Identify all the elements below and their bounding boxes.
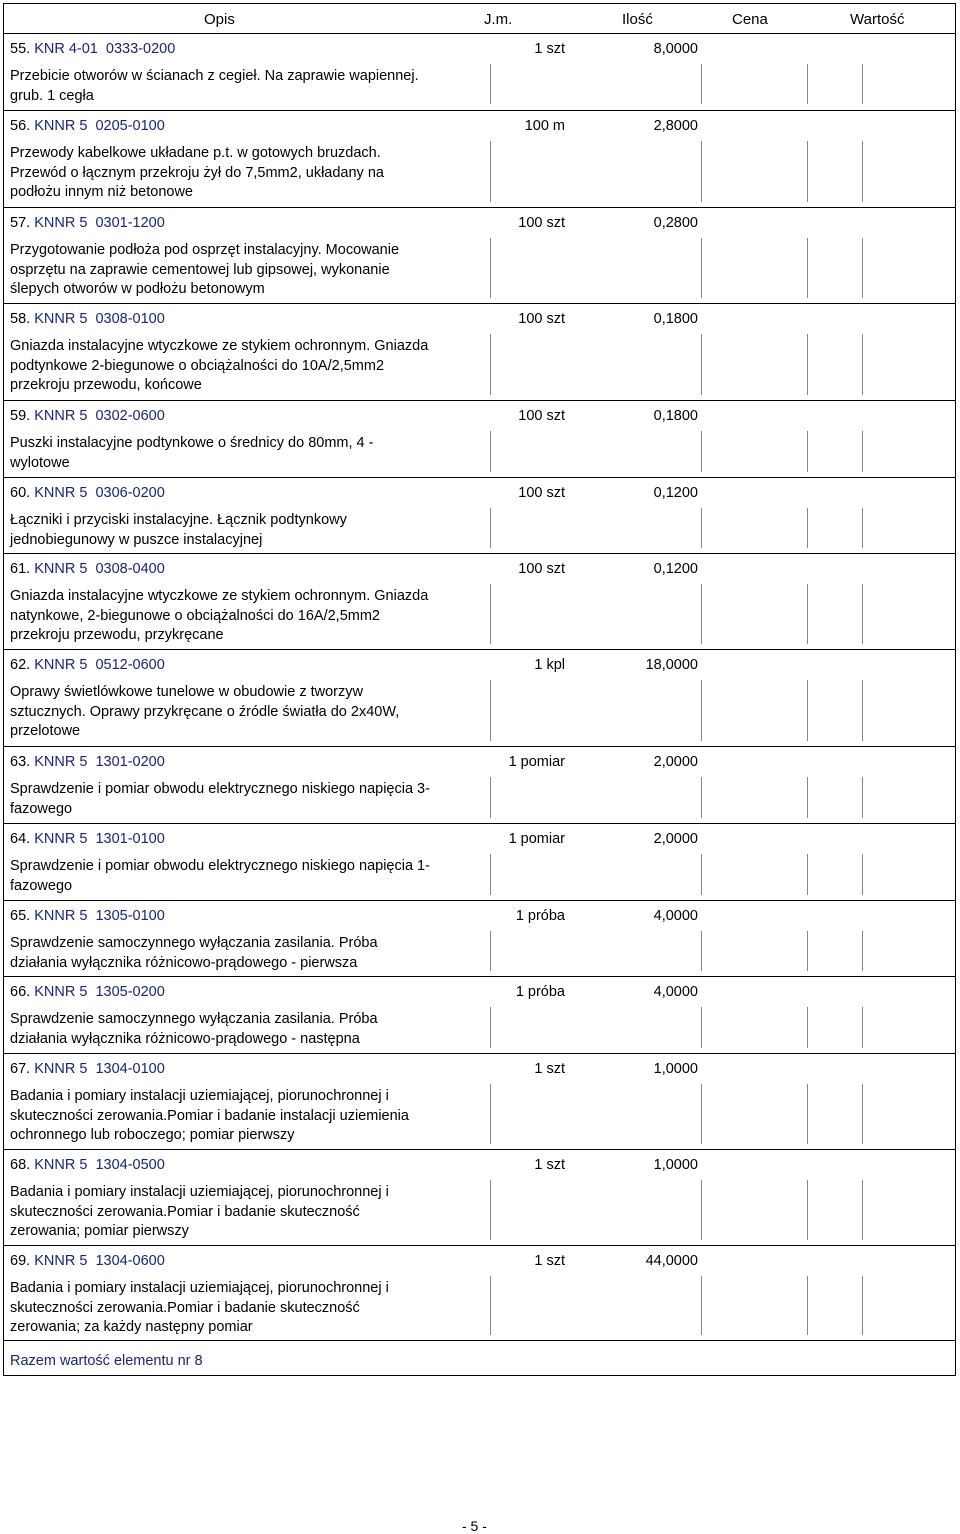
column-tick (862, 1276, 863, 1335)
column-tick (701, 508, 702, 548)
header-opis: Opis (204, 11, 235, 28)
item-description: Badania i pomiary instalacji uziemiającej, piorunochronnej i skuteczności zerowania.Pomiar i badanie instalacji uziemienia ochronnego lub roboczego; pomiar pierwszy (10, 1088, 409, 1143)
column-tick (807, 238, 808, 298)
quantity-cell: 2,0000 (653, 754, 698, 770)
item-code (10, 1061, 165, 1077)
unit-cell: 100 szt (518, 311, 565, 327)
table-row (4, 110, 955, 207)
column-tick (701, 1180, 702, 1240)
table-header (4, 4, 955, 34)
unit-cell: 100 szt (518, 215, 565, 231)
column-tick (490, 1007, 491, 1048)
column-tick (490, 680, 491, 741)
column-tick (701, 334, 702, 395)
header-jm: J.m. (484, 11, 513, 28)
column-tick (807, 141, 808, 202)
column-tick (701, 680, 702, 741)
item-code (10, 831, 165, 847)
item-description: Przygotowanie podłoża pod osprzęt instalacyjny. Mocowanie osprzętu na zaprawie cementowej lub gipsowej, wykonanie ślepych otworów w podłożu betonowym (10, 242, 400, 297)
item-number: 60. (10, 485, 31, 501)
table-row (4, 1245, 955, 1340)
item-description: Sprawdzenie samoczynnego wyłączania zasilania. Próba działania wyłącznika różnicowo-prądowego - pierwsza (10, 935, 378, 971)
unit-cell: 100 szt (518, 408, 565, 424)
item-code (10, 1157, 165, 1173)
unit-cell: 1 szt (534, 41, 565, 57)
table-row (4, 900, 955, 976)
catalog-code: KNNR 5 1304-0100 (34, 1061, 165, 1077)
unit-cell: 1 szt (534, 1253, 565, 1269)
item-number: 64. (10, 831, 31, 847)
quantity-cell: 0,2800 (653, 215, 698, 231)
item-description: Oprawy świetlówkowe tunelowe w obudowie z tworzyw sztucznych. Oprawy przykręcane o źródle światła do 2x40W, przelotowe (10, 684, 400, 739)
item-number: 57. (10, 215, 31, 231)
column-tick (807, 1084, 808, 1144)
quantity-cell: 8,0000 (653, 41, 698, 57)
item-description: Sprawdzenie i pomiar obwodu elektrycznego niskiego napięcia 3-fazowego (10, 781, 430, 817)
item-number: 62. (10, 657, 31, 673)
column-tick (862, 931, 863, 971)
column-tick (701, 854, 702, 895)
column-tick (701, 431, 702, 472)
column-tick (701, 931, 702, 971)
catalog-code: KNNR 5 1305-0100 (34, 908, 165, 924)
catalog-code: KNNR 5 1305-0200 (34, 984, 165, 1000)
item-number: 68. (10, 1157, 31, 1173)
quantity-cell: 2,8000 (653, 118, 698, 134)
item-number: 69. (10, 1253, 31, 1269)
item-code (10, 408, 165, 424)
column-tick (490, 1084, 491, 1144)
column-tick (490, 431, 491, 472)
catalog-code: KNNR 5 1301-0200 (34, 754, 165, 770)
column-tick (807, 584, 808, 644)
table-row (4, 207, 955, 303)
table-row (4, 553, 955, 649)
column-tick (862, 1007, 863, 1048)
quantity-cell: 0,1800 (653, 311, 698, 327)
item-code (10, 215, 165, 231)
column-tick (701, 141, 702, 202)
table-row (4, 1053, 955, 1149)
table-row (4, 649, 955, 746)
unit-cell: 1 próba (515, 908, 565, 924)
column-tick (807, 1276, 808, 1335)
table-row (4, 823, 955, 900)
item-number: 65. (10, 908, 31, 924)
unit-cell: 100 m (524, 118, 565, 134)
column-tick (807, 854, 808, 895)
column-tick (862, 508, 863, 548)
item-number: 58. (10, 311, 31, 327)
column-tick (862, 1180, 863, 1240)
column-tick (807, 64, 808, 104)
column-tick (807, 431, 808, 472)
column-tick (490, 1276, 491, 1335)
quantity-cell: 4,0000 (653, 908, 698, 924)
column-tick (807, 1007, 808, 1048)
column-tick (862, 64, 863, 104)
header-wartosc: Wartość (850, 11, 905, 28)
item-description: Przewody kabelkowe układane p.t. w gotowych bruzdach. Przewód o łącznym przekroju żył do 7,5mm2, układany na podłożu innym niż betonowe (10, 145, 384, 200)
item-number: 66. (10, 984, 31, 1000)
quantity-cell: 1,0000 (653, 1061, 698, 1077)
column-tick (807, 777, 808, 818)
column-tick (862, 854, 863, 895)
catalog-code: KNNR 5 0308-0400 (34, 561, 165, 577)
catalog-code: KNNR 5 0302-0600 (34, 408, 165, 424)
catalog-code: KNNR 5 0205-0100 (34, 118, 165, 134)
quantity-cell: 18,0000 (645, 657, 698, 673)
column-tick (862, 238, 863, 298)
column-tick (490, 584, 491, 644)
catalog-code: KNR 4-01 0333-0200 (34, 41, 176, 57)
unit-cell: 1 próba (515, 984, 565, 1000)
column-tick (490, 1180, 491, 1240)
column-tick (862, 777, 863, 818)
table-row (4, 400, 955, 477)
item-code (10, 754, 165, 770)
column-tick (490, 64, 491, 104)
item-code (10, 118, 165, 134)
column-tick (701, 238, 702, 298)
unit-cell: 1 kpl (534, 657, 565, 673)
column-tick (490, 508, 491, 548)
item-code (10, 984, 165, 1000)
item-description: Sprawdzenie samoczynnego wyłączania zasilania. Próba działania wyłącznika różnicowo-prądowego - następna (10, 1011, 378, 1047)
table-row (4, 746, 955, 823)
quantity-cell: 4,0000 (653, 984, 698, 1000)
header-cena: Cena (732, 11, 768, 28)
column-tick (807, 508, 808, 548)
total-label: Razem wartość elementu nr 8 (10, 1353, 203, 1369)
column-tick (701, 64, 702, 104)
item-number: 55. (10, 41, 31, 57)
column-tick (490, 777, 491, 818)
quantity-cell: 1,0000 (653, 1157, 698, 1173)
catalog-code: KNNR 5 0512-0600 (34, 657, 165, 673)
item-description: Puszki instalacyjne podtynkowe o średnicy do 80mm, 4 - wylotowe (10, 435, 374, 471)
table-row (4, 477, 955, 553)
table-row (4, 34, 955, 110)
item-number: 56. (10, 118, 31, 134)
catalog-code: KNNR 5 0301-1200 (34, 215, 165, 231)
item-description: Przebicie otworów w ścianach z cegieł. Na zaprawie wapiennej. grub. 1 cegła (10, 68, 419, 104)
item-description: Sprawdzenie i pomiar obwodu elektrycznego niskiego napięcia 1-fazowego (10, 858, 430, 894)
quantity-cell: 0,1800 (653, 408, 698, 424)
column-tick (862, 680, 863, 741)
quantity-cell: 0,1200 (653, 485, 698, 501)
column-tick (490, 334, 491, 395)
quantity-cell: 0,1200 (653, 561, 698, 577)
item-description: Łączniki i przyciski instalacyjne. Łącznik podtynkowy jednobiegunowy w puszce instalacyjnej (10, 512, 347, 548)
column-tick (701, 1007, 702, 1048)
unit-cell: 1 szt (534, 1061, 565, 1077)
column-tick (807, 680, 808, 741)
table-row (4, 303, 955, 400)
item-code (10, 561, 165, 577)
item-description: Badania i pomiary instalacji uziemiającej, piorunochronnej i skuteczności zerowania.Pomiar i badanie skuteczność zerowania; pomiar pierwszy (10, 1184, 389, 1239)
catalog-code: KNNR 5 1304-0500 (34, 1157, 165, 1173)
item-description: Gniazda instalacyjne wtyczkowe ze stykiem ochronnym. Gniazda natynkowe, 2-biegunowe o obciążalności do 16A/2,5mm2 przekroju przewodu, przykręcane (10, 588, 429, 643)
column-tick (862, 431, 863, 472)
column-tick (807, 931, 808, 971)
item-code (10, 1253, 165, 1269)
item-description: Gniazda instalacyjne wtyczkowe ze stykiem ochronnym. Gniazda podtynkowe 2-biegunowe o obciążalności do 10A/2,5mm2 przekroju przewodu, końcowe (10, 338, 429, 393)
page-number: - 5 - (462, 1518, 487, 1534)
item-number: 61. (10, 561, 31, 577)
header-ilosc: Ilość (622, 11, 653, 28)
quantity-cell: 44,0000 (645, 1253, 698, 1269)
column-tick (701, 777, 702, 818)
item-description: Badania i pomiary instalacji uziemiającej, piorunochronnej i skuteczności zerowania.Pomiar i badanie skuteczność zerowania; za każdy następny pomiar (10, 1280, 389, 1335)
item-code (10, 485, 165, 501)
column-tick (701, 1276, 702, 1335)
catalog-code: KNNR 5 1301-0100 (34, 831, 165, 847)
catalog-code: KNNR 5 0308-0100 (34, 311, 165, 327)
unit-cell: 1 pomiar (508, 831, 565, 847)
column-tick (701, 584, 702, 644)
quantity-cell: 2,0000 (653, 831, 698, 847)
item-code (10, 311, 165, 327)
column-tick (490, 141, 491, 202)
table-row (4, 1149, 955, 1245)
item-code (10, 41, 175, 57)
unit-cell: 100 szt (518, 485, 565, 501)
column-tick (701, 1084, 702, 1144)
item-code (10, 908, 165, 924)
catalog-code: KNNR 5 1304-0600 (34, 1253, 165, 1269)
item-code (10, 657, 165, 673)
unit-cell: 1 szt (534, 1157, 565, 1173)
column-tick (490, 854, 491, 895)
item-number: 59. (10, 408, 31, 424)
item-number: 67. (10, 1061, 31, 1077)
total-row (4, 1340, 955, 1377)
column-tick (862, 141, 863, 202)
column-tick (807, 1180, 808, 1240)
unit-cell: 100 szt (518, 561, 565, 577)
item-number: 63. (10, 754, 31, 770)
catalog-code: KNNR 5 0306-0200 (34, 485, 165, 501)
column-tick (807, 334, 808, 395)
table-row (4, 976, 955, 1053)
column-tick (862, 584, 863, 644)
column-tick (862, 1084, 863, 1144)
column-tick (490, 931, 491, 971)
column-tick (490, 238, 491, 298)
cost-estimate-table (3, 3, 956, 1376)
unit-cell: 1 pomiar (508, 754, 565, 770)
column-tick (862, 334, 863, 395)
